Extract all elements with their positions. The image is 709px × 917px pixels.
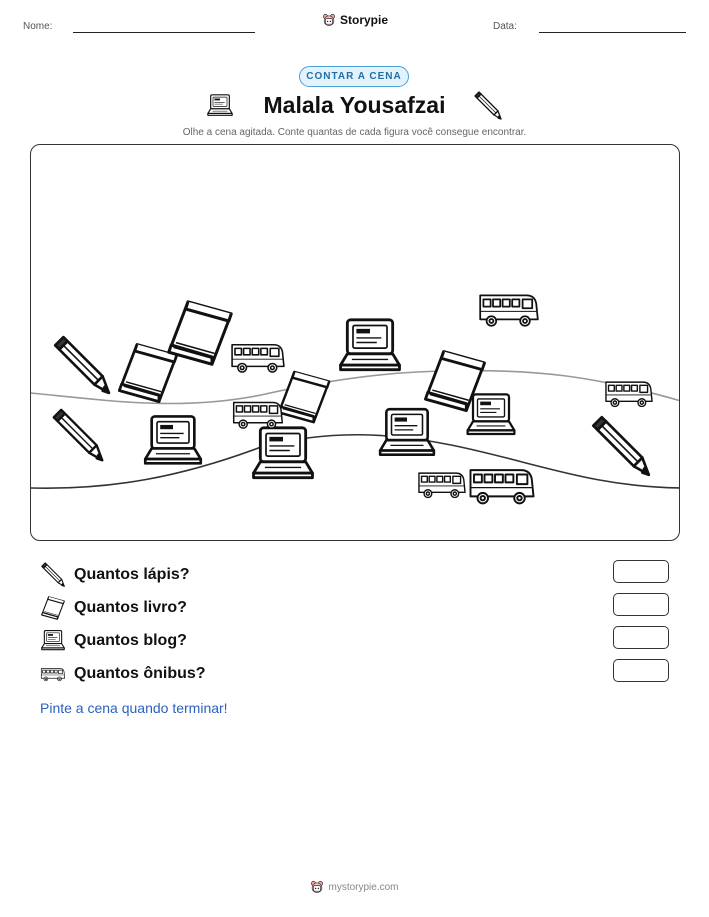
laptop-icon bbox=[254, 428, 313, 478]
pencil-icon bbox=[473, 91, 503, 121]
laptop-icon bbox=[40, 628, 66, 654]
question-label: Quantos lápis? bbox=[74, 566, 190, 583]
laptop-icon bbox=[341, 320, 400, 370]
pencil-icon bbox=[593, 417, 648, 475]
page-title: Malala Yousafzai bbox=[263, 92, 446, 118]
question-label: Quantos ônibus? bbox=[74, 665, 206, 682]
question-label: Quantos livro? bbox=[74, 599, 187, 616]
bus-icon bbox=[234, 403, 283, 429]
answer-box-bus[interactable] bbox=[613, 659, 669, 682]
name-line[interactable] bbox=[73, 32, 255, 33]
instructions: Olhe a cena agitada. Conte quantas de cada figura você consegue encontrar. bbox=[182, 127, 527, 138]
pencil-icon bbox=[55, 337, 109, 393]
brand-logo bbox=[322, 13, 388, 27]
bus-icon bbox=[471, 470, 534, 503]
pencil-icon bbox=[40, 562, 66, 588]
name-label: Nome: bbox=[23, 21, 53, 32]
question-row bbox=[40, 661, 206, 687]
counting-scene bbox=[30, 144, 680, 541]
pencil-icon bbox=[54, 410, 103, 460]
bear-icon bbox=[322, 13, 336, 27]
date-line[interactable] bbox=[539, 32, 686, 33]
answer-box-book[interactable] bbox=[613, 593, 669, 616]
brand-name: Storypie bbox=[340, 13, 389, 27]
footer bbox=[0, 880, 709, 894]
date-label: Data: bbox=[493, 21, 517, 32]
answer-box-pencil[interactable] bbox=[613, 560, 669, 583]
laptop-icon bbox=[380, 409, 434, 454]
laptop-icon bbox=[145, 416, 200, 463]
bus-icon bbox=[606, 382, 652, 406]
book-icon bbox=[40, 595, 66, 621]
bus-icon bbox=[40, 661, 66, 687]
question-label: Quantos blog? bbox=[74, 632, 187, 649]
footer-url[interactable]: mystorypie.com bbox=[328, 881, 399, 893]
question-row bbox=[40, 595, 187, 621]
activity-badge: CONTAR A CENA bbox=[299, 66, 409, 87]
book-icon bbox=[169, 302, 231, 364]
laptop-icon bbox=[468, 394, 515, 434]
bus-icon bbox=[480, 295, 538, 325]
answer-box-blog[interactable] bbox=[613, 626, 669, 649]
question-row bbox=[40, 628, 187, 654]
question-row bbox=[40, 562, 190, 588]
bus-icon bbox=[232, 345, 284, 372]
ground-line-front bbox=[31, 435, 680, 488]
bear-icon bbox=[310, 880, 324, 894]
footer-note: Pinte a cena quando terminar! bbox=[40, 700, 228, 716]
bus-icon bbox=[419, 473, 465, 497]
book-icon bbox=[279, 372, 329, 422]
